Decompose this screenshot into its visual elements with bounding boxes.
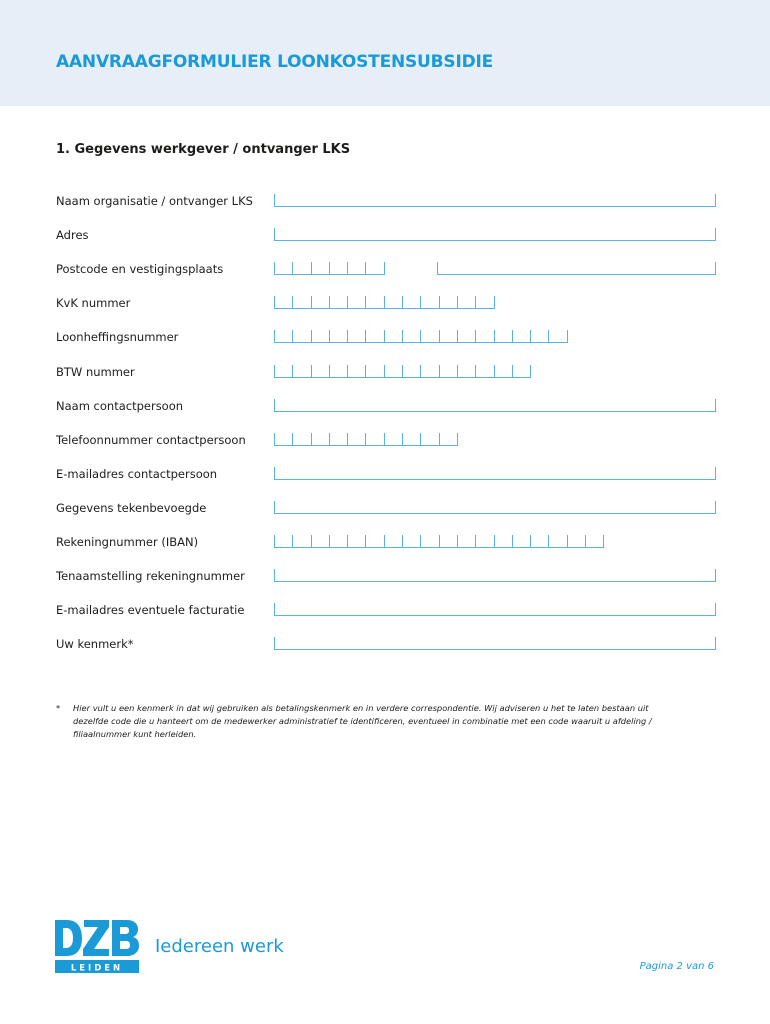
character-box[interactable]: [293, 365, 311, 378]
character-box[interactable]: [366, 535, 384, 548]
character-box[interactable]: [385, 296, 403, 309]
character-box[interactable]: [549, 330, 567, 343]
character-box[interactable]: [476, 535, 494, 548]
character-box[interactable]: [366, 365, 384, 378]
dzb-logo: [55, 918, 139, 974]
character-box[interactable]: [385, 365, 403, 378]
form-row: [56, 433, 756, 451]
field-label: E-mailadres contactpersoon: [56, 467, 218, 481]
loonheffingsnummer-field[interactable]: [274, 330, 568, 343]
e-mailadres-contactpersoon-field[interactable]: [274, 467, 716, 480]
field-label: KvK nummer: [56, 296, 131, 310]
field-label: Tenaamstelling rekeningnummer: [56, 569, 245, 583]
character-box[interactable]: [385, 535, 403, 548]
character-box[interactable]: [348, 535, 366, 548]
character-box[interactable]: [458, 365, 476, 378]
form-row: [56, 228, 756, 246]
form-row: [56, 399, 756, 417]
character-box[interactable]: [385, 330, 403, 343]
field-label: Rekeningnummer (IBAN): [56, 535, 199, 549]
kvk-nummer-field[interactable]: [274, 296, 495, 309]
form-row: [56, 603, 756, 621]
character-box[interactable]: [476, 296, 494, 309]
character-box[interactable]: [531, 330, 549, 343]
character-box[interactable]: [293, 330, 311, 343]
character-box[interactable]: [348, 262, 366, 275]
character-box[interactable]: [293, 296, 311, 309]
character-box[interactable]: [348, 365, 366, 378]
character-box[interactable]: [440, 535, 458, 548]
character-box[interactable]: [421, 330, 439, 343]
rekeningnummer-iban-field[interactable]: [274, 535, 604, 548]
character-box[interactable]: [293, 262, 311, 275]
character-box[interactable]: [312, 296, 330, 309]
adres-field[interactable]: [274, 228, 716, 241]
character-box[interactable]: [495, 365, 513, 378]
naam-organisatie-ontvanger-lks-field[interactable]: [274, 194, 716, 207]
page-number: Pagina 2 van 6: [639, 961, 714, 972]
character-box[interactable]: [458, 330, 476, 343]
form-row: [56, 569, 756, 587]
character-box[interactable]: [513, 535, 531, 548]
character-box[interactable]: [275, 296, 293, 309]
character-box[interactable]: [366, 330, 384, 343]
character-box[interactable]: [403, 535, 421, 548]
form-row: [56, 535, 756, 553]
character-box[interactable]: [458, 535, 476, 548]
character-box[interactable]: [366, 433, 384, 446]
logo-sub-text: LEIDEN: [70, 963, 124, 974]
character-box[interactable]: [348, 433, 366, 446]
field-label: Uw kenmerk*: [56, 637, 134, 651]
character-box[interactable]: [458, 296, 476, 309]
character-box[interactable]: [495, 330, 513, 343]
character-box[interactable]: [348, 296, 366, 309]
uw-kenmerk-field[interactable]: [274, 637, 716, 650]
field-label: Postcode en vestigingsplaats: [56, 262, 224, 276]
btw-nummer-field[interactable]: [274, 365, 531, 378]
tenaamstelling-rekeningnummer-field[interactable]: [274, 569, 716, 582]
form-title: AANVRAAGFORMULIER LOONKOSTENSUBSIDIE: [56, 52, 494, 72]
character-box[interactable]: [366, 262, 384, 275]
character-box[interactable]: [403, 330, 421, 343]
character-box[interactable]: [586, 535, 604, 548]
footnote-mark: *: [56, 703, 61, 713]
form-row: [56, 194, 756, 212]
character-box[interactable]: [421, 433, 439, 446]
naam-contactpersoon-field[interactable]: [274, 399, 716, 412]
character-box[interactable]: [421, 535, 439, 548]
section-title: 1. Gegevens werkgever / ontvanger LKS: [56, 142, 351, 157]
vestigingsplaats-field[interactable]: [437, 262, 716, 275]
character-box[interactable]: [275, 535, 293, 548]
field-label: Naam organisatie / ontvanger LKS: [56, 194, 253, 208]
character-box[interactable]: [366, 296, 384, 309]
character-box[interactable]: [403, 365, 421, 378]
character-box[interactable]: [330, 433, 348, 446]
field-label: E-mailadres eventuele facturatie: [56, 603, 245, 617]
character-box[interactable]: [275, 365, 293, 378]
character-box[interactable]: [348, 330, 366, 343]
character-box[interactable]: [421, 365, 439, 378]
character-box[interactable]: [568, 535, 586, 548]
character-box[interactable]: [421, 296, 439, 309]
slogan: Iedereen werk: [155, 936, 284, 957]
page-header: [0, 0, 770, 106]
telefoonnummer-contactpersoon-field[interactable]: [274, 433, 458, 446]
character-box[interactable]: [312, 365, 330, 378]
character-box[interactable]: [312, 433, 330, 446]
character-box[interactable]: [495, 535, 513, 548]
character-box[interactable]: [293, 433, 311, 446]
character-box[interactable]: [330, 365, 348, 378]
character-box[interactable]: [312, 262, 330, 275]
character-box[interactable]: [275, 330, 293, 343]
character-box[interactable]: [330, 296, 348, 309]
character-box[interactable]: [275, 262, 293, 275]
character-box[interactable]: [440, 433, 458, 446]
character-box[interactable]: [330, 535, 348, 548]
character-box[interactable]: [549, 535, 567, 548]
character-box[interactable]: [293, 535, 311, 548]
character-box[interactable]: [330, 262, 348, 275]
postcode-field[interactable]: [274, 262, 385, 275]
field-label: BTW nummer: [56, 365, 135, 379]
character-box[interactable]: [403, 433, 421, 446]
form-row: [56, 296, 756, 314]
character-box[interactable]: [513, 330, 531, 343]
character-box[interactable]: [531, 535, 549, 548]
character-box[interactable]: [440, 296, 458, 309]
character-box[interactable]: [403, 296, 421, 309]
gegevens-tekenbevoegde-field[interactable]: [274, 501, 716, 514]
form-row: [56, 365, 756, 383]
character-box[interactable]: [312, 535, 330, 548]
character-box[interactable]: [312, 330, 330, 343]
character-box[interactable]: [275, 433, 293, 446]
field-label: Adres: [56, 228, 89, 242]
character-box[interactable]: [513, 365, 531, 378]
form-row: [56, 262, 756, 280]
character-box[interactable]: [440, 365, 458, 378]
character-box[interactable]: [476, 330, 494, 343]
form-row: [56, 501, 756, 519]
form-row: [56, 467, 756, 485]
footnote-text: Hier vult u een kenmerk in dat wij gebruiken als betalingskenmerk en in verdere correspondentie. Wij adviseren u het te laten bestaan uit dezelfde code die u hanteert om de medewerker administratief te identificeren, eventueel in combinatie met een code waaruit u afdeling / filiaalnummer kunt herleiden.: [73, 703, 652, 739]
field-label: Naam contactpersoon: [56, 399, 184, 413]
field-label: Gegevens tekenbevoegde: [56, 501, 207, 515]
e-mailadres-eventuele-facturatie-field[interactable]: [274, 603, 716, 616]
character-box[interactable]: [440, 330, 458, 343]
character-box[interactable]: [385, 433, 403, 446]
character-box[interactable]: [330, 330, 348, 343]
character-box[interactable]: [476, 365, 494, 378]
form-row: [56, 330, 756, 348]
field-label: Telefoonnummer contactpersoon: [56, 433, 246, 447]
field-label: Loonheffingsnummer: [56, 330, 179, 344]
form-row: [56, 637, 756, 655]
